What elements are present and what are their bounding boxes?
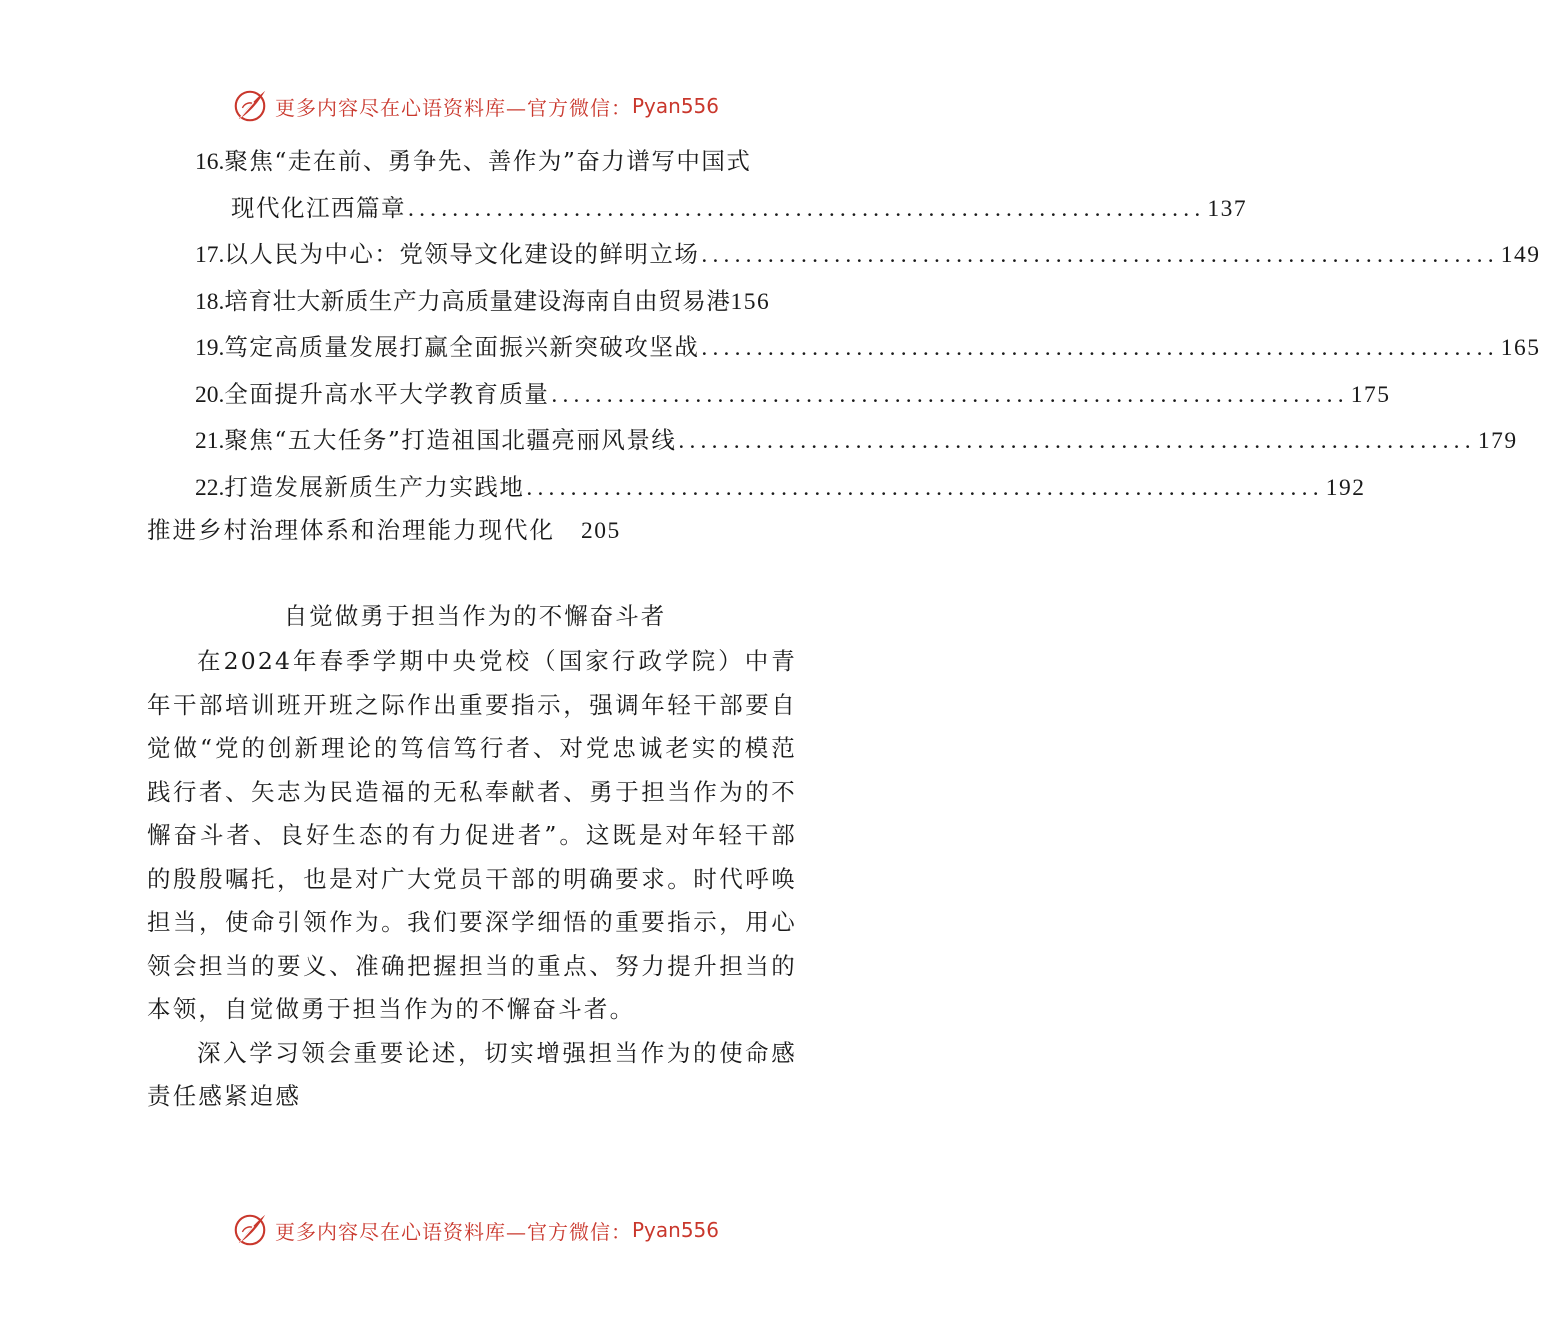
article-paragraph: 在2024年春季学期中央党校（国家行政学院）中青年干部培训班开班之际作出重要指示，强调年轻干部要自觉做“党的创新理论的笃信笃行者、对党忠诚老实的模范践行者、矢志为民造福的无私奉献者、勇于担当作为的不懈奋斗者、良好生态的有力促进者”。这既是对年轻干部的殷殷嘱托，也是对广大党员干部的明确要求。时代呼唤担当，使命引领作为。我们要深学细悟的重要指示，用心领会担当的要义、准确把握担当的重点、努力提升担当的本领，自觉做勇于担当作为的不懈奋斗者。	[147, 647, 797, 1023]
toc-leader-dots: ........................................................................	[701, 335, 1499, 361]
article-title: 自觉做勇于担当作为的不懈奋斗者	[283, 602, 667, 630]
toc-title: 全面提升高水平大学教育质量	[224, 379, 550, 408]
toc-title: 聚焦“五大任务”打造祖国北疆亮丽风景线	[224, 426, 677, 454]
toc-title: 笃定高质量发展打赢全面振兴新突破攻坚战	[224, 333, 700, 361]
toc-title: 以人民为中心：党领导文化建设的鲜明立场	[224, 240, 700, 268]
toc-number: 21.	[195, 428, 225, 454]
watermark-wechat-id: Pyan556	[631, 1218, 719, 1242]
toc-page-number: 137	[1207, 195, 1248, 222]
header-watermark	[0, 84, 950, 128]
toc-entry-extra[interactable]	[147, 510, 621, 551]
toc-title: 聚焦“走在前、勇争先、善作为”奋力谱写中国式	[224, 147, 752, 175]
toc-title: 推进乡村治理体系和治理能力现代化	[147, 516, 555, 544]
watermark-wechat-id: Pyan556	[631, 94, 719, 118]
toc-page-number: 149	[1500, 242, 1541, 268]
watermark-text: 更多内容尽在心语资料库—官方微信：	[274, 1219, 632, 1244]
toc-page-number: 165	[1500, 335, 1541, 361]
toc-number: 20.	[195, 381, 225, 408]
quill-pen-logo-icon	[231, 87, 269, 125]
toc-entry-20[interactable]	[195, 371, 1391, 418]
toc-entry-22[interactable]	[195, 464, 1366, 511]
toc-page-number: 192	[1325, 474, 1366, 501]
article-paragraph: 深入学习领会重要论述，切实增强担当作为的使命感责任感紧迫感	[147, 1038, 797, 1110]
toc-page-number: 205	[581, 518, 621, 544]
toc-leader-dots: ........................................................................	[526, 474, 1324, 501]
article-body	[147, 640, 797, 1119]
toc-entry-18[interactable]	[195, 278, 807, 325]
toc-entry-19[interactable]	[195, 324, 1541, 371]
toc-title: 打造发展新质生产力实践地	[224, 472, 525, 501]
toc-title: 培育壮大新质生产力高质量建设海南自由贸易港	[224, 286, 731, 315]
watermark-text: 更多内容尽在心语资料库—官方微信：	[274, 95, 632, 120]
toc-entry-16-continued[interactable]	[195, 185, 1248, 232]
footer-watermark	[0, 1208, 950, 1252]
toc-number: 16.	[195, 149, 225, 175]
toc-page-number: 175	[1350, 381, 1391, 408]
toc-number: 18.	[195, 288, 225, 315]
toc-entry-16[interactable]	[195, 138, 807, 185]
toc-number: 22.	[195, 474, 225, 501]
table-of-contents	[195, 138, 1541, 510]
toc-entry-21[interactable]	[195, 417, 1518, 464]
toc-leader-dots: ........................................................................	[701, 242, 1499, 268]
toc-leader-dots: ........................................................................	[408, 195, 1206, 222]
toc-leader-dots: ........................................................................	[551, 381, 1349, 408]
toc-leader-dots: ........................................................................	[678, 428, 1476, 454]
toc-page-number: 156	[730, 288, 771, 315]
toc-entry-17[interactable]	[195, 231, 1541, 278]
toc-page-number: 179	[1477, 428, 1518, 454]
toc-title-continued: 现代化江西篇章	[231, 193, 406, 222]
toc-number: 17.	[195, 242, 225, 268]
toc-number: 19.	[195, 335, 225, 361]
quill-pen-logo-icon	[231, 1211, 269, 1249]
